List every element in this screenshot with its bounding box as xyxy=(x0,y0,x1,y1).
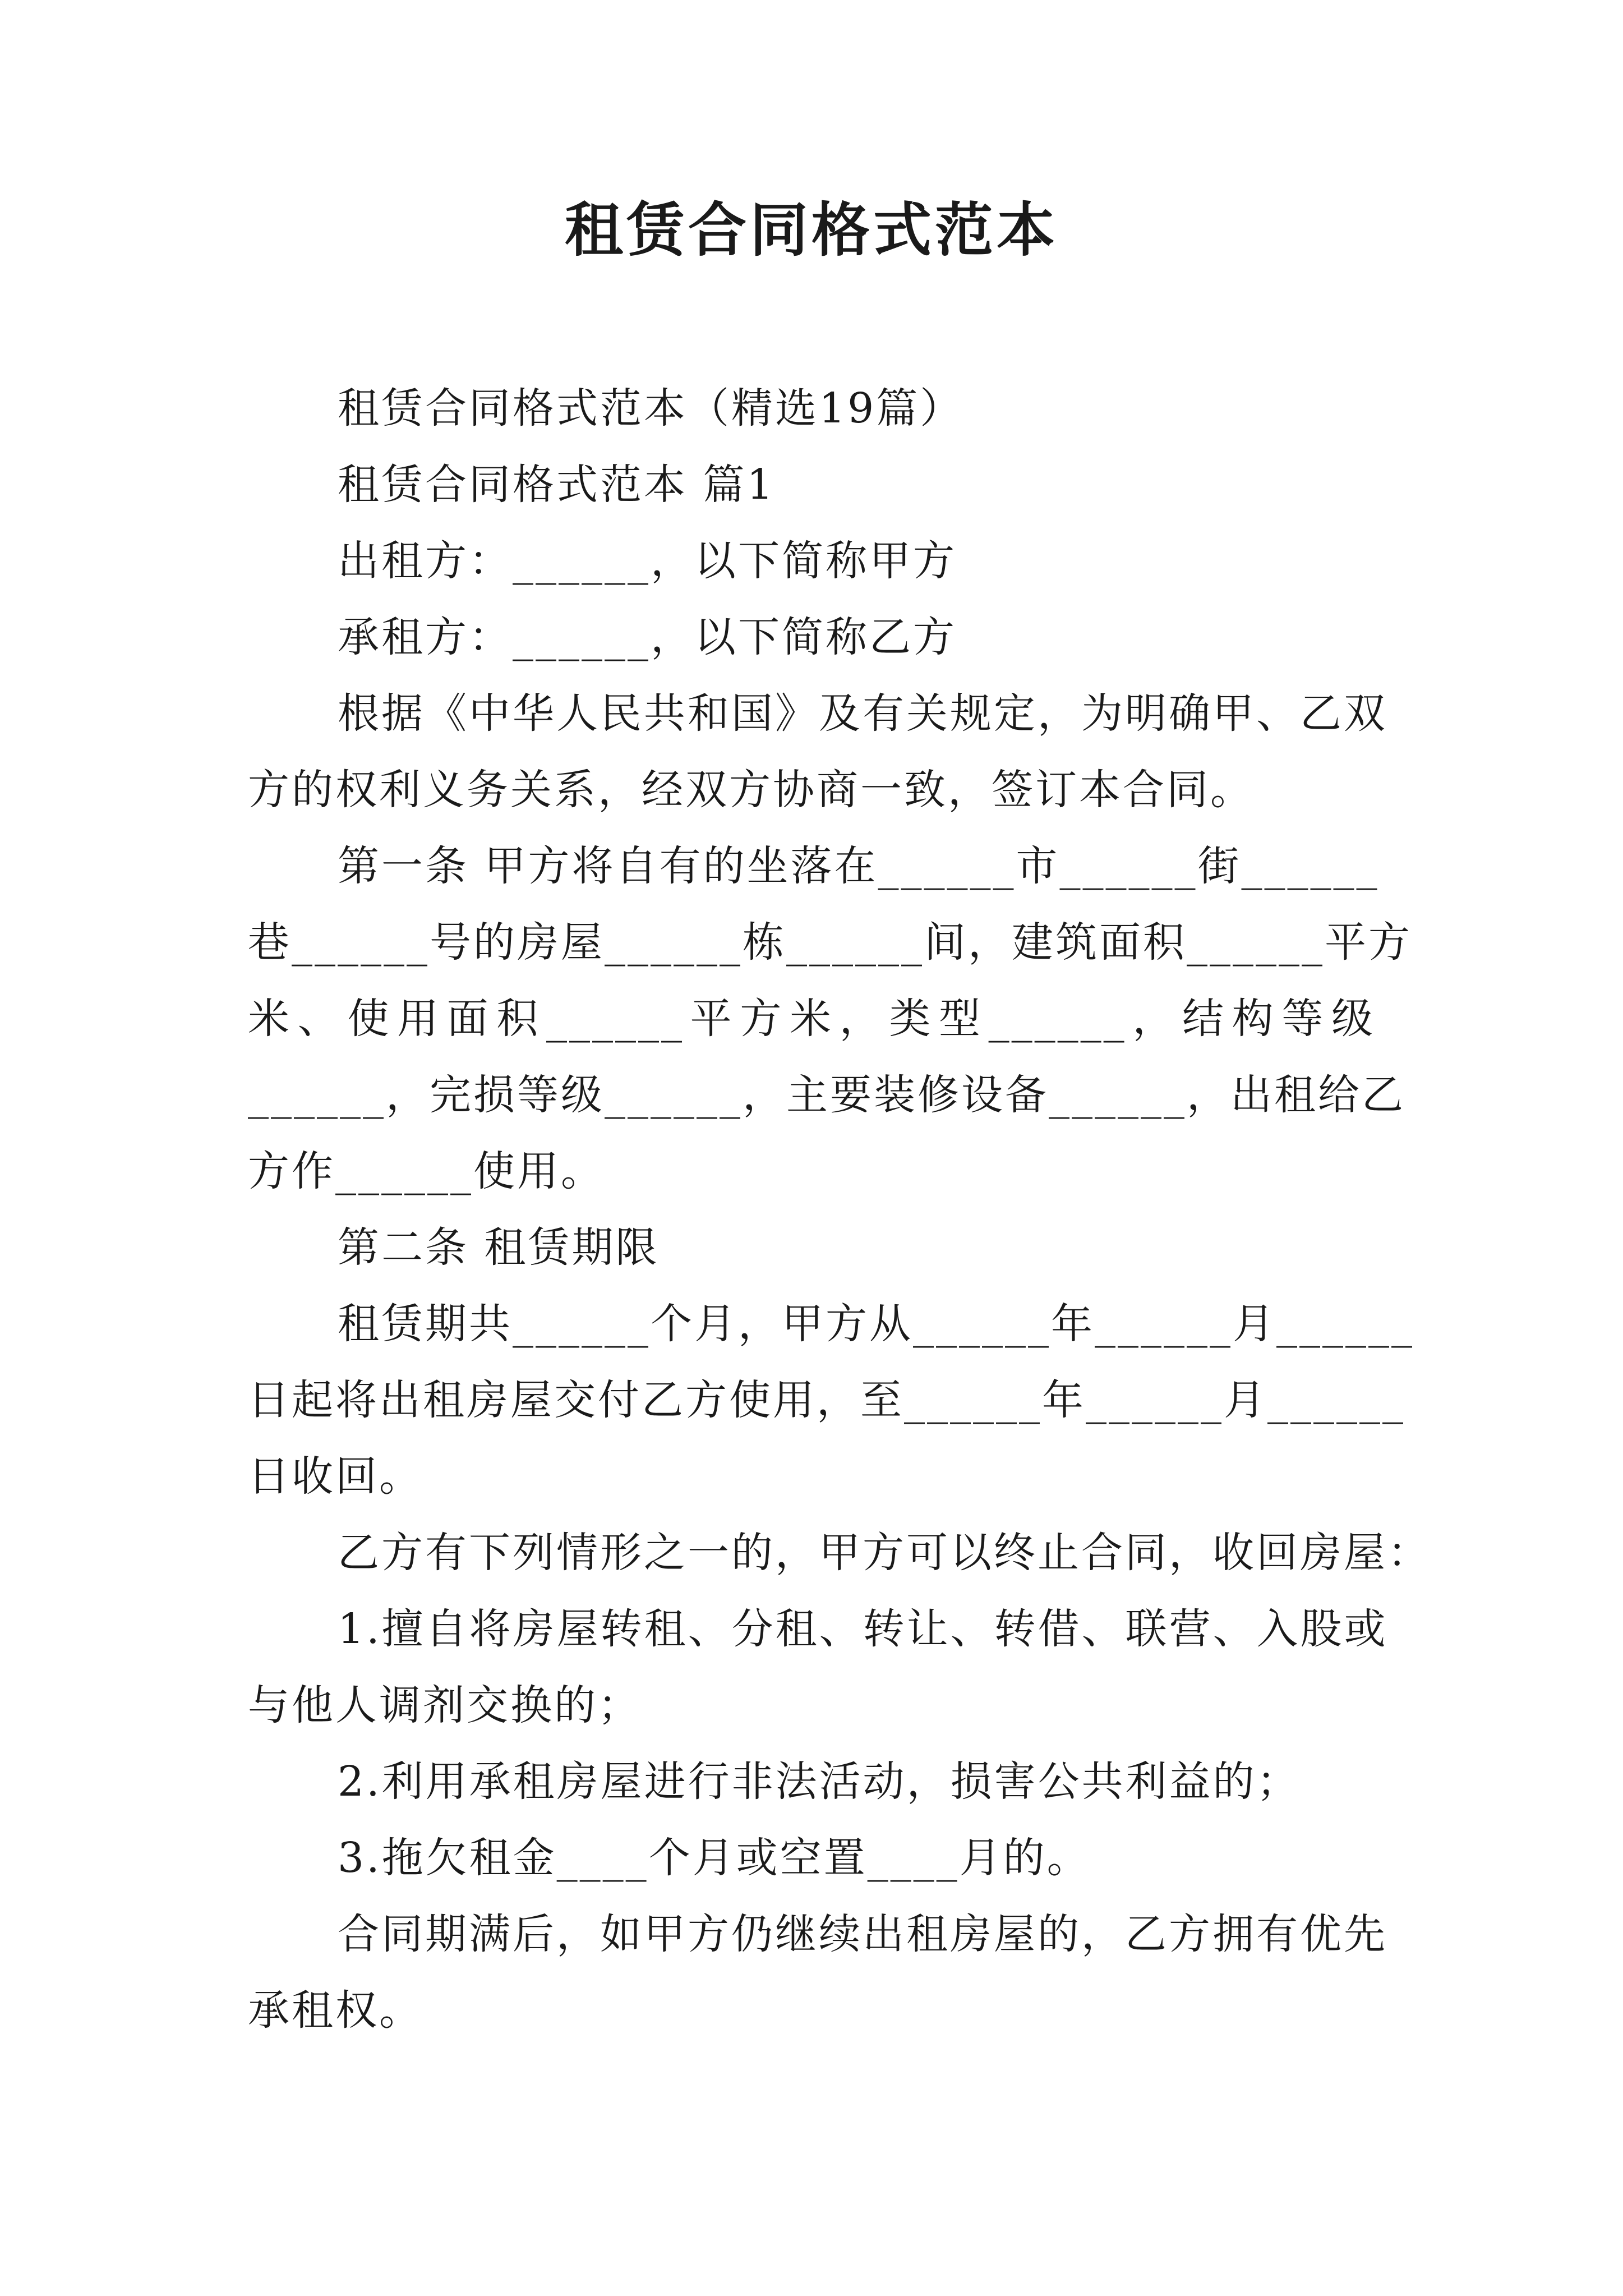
term-line-2: 日起将出租房屋交付乙方使用，至______年______月______ xyxy=(248,1376,1405,1424)
lessee-line: 承租方：______，以下简称乙方 xyxy=(338,613,957,661)
lessor-line: 出租方：______，以下简称甲方 xyxy=(338,537,957,585)
document-body xyxy=(248,370,1431,2049)
preamble-line-1: 根据《中华人民共和国》及有关规定，为明确甲、乙双 xyxy=(338,689,1387,738)
article-1-line-5: 方作______使用。 xyxy=(248,1147,605,1195)
renewal-line-1: 合同期满后，如甲方仍继续出租房屋的，乙方拥有优先 xyxy=(338,1910,1387,1958)
preamble-line-2: 方的权利义务关系，经双方协商一致，签订本合同。 xyxy=(248,766,1254,814)
article-1-line-2: 巷______号的房屋______栋______间，建筑面积______平方 xyxy=(248,918,1412,967)
term-line-1: 租赁期共______个月，甲方从______年______月______ xyxy=(338,1300,1414,1348)
article-1-line-1: 第一条 甲方将自有的坐落在______市______街______ xyxy=(338,842,1380,890)
renewal-line-2: 承租权。 xyxy=(248,1986,423,2035)
termination-item-1-line-2: 与他人调剂交换的； xyxy=(248,1681,642,1729)
termination-item-1-line-1: 1.擅自将房屋转租、分租、转让、转借、联营、入股或 xyxy=(338,1605,1388,1653)
subtitle-line: 租赁合同格式范本（精选19篇） xyxy=(338,384,964,432)
termination-intro: 乙方有下列情形之一的，甲方可以终止合同，收回房屋： xyxy=(338,1529,1431,1577)
termination-item-2: 2.利用承租房屋进行非法活动，损害公共利益的； xyxy=(338,1757,1301,1806)
term-line-3: 日收回。 xyxy=(248,1452,423,1501)
article-2-heading: 第二条 租赁期限 xyxy=(338,1223,660,1272)
document-title: 租赁合同格式范本 xyxy=(564,195,1058,264)
section-heading: 租赁合同格式范本 篇1 xyxy=(338,461,776,509)
article-1-line-4: ______，完损等级______，主要装修设备______，出租给乙 xyxy=(248,1071,1405,1119)
article-1-line-3: 米、使用面积______平方米，类型______，结构等级 xyxy=(248,995,1375,1043)
termination-item-3: 3.拖欠租金____个月或空置____月的。 xyxy=(338,1834,1091,1882)
